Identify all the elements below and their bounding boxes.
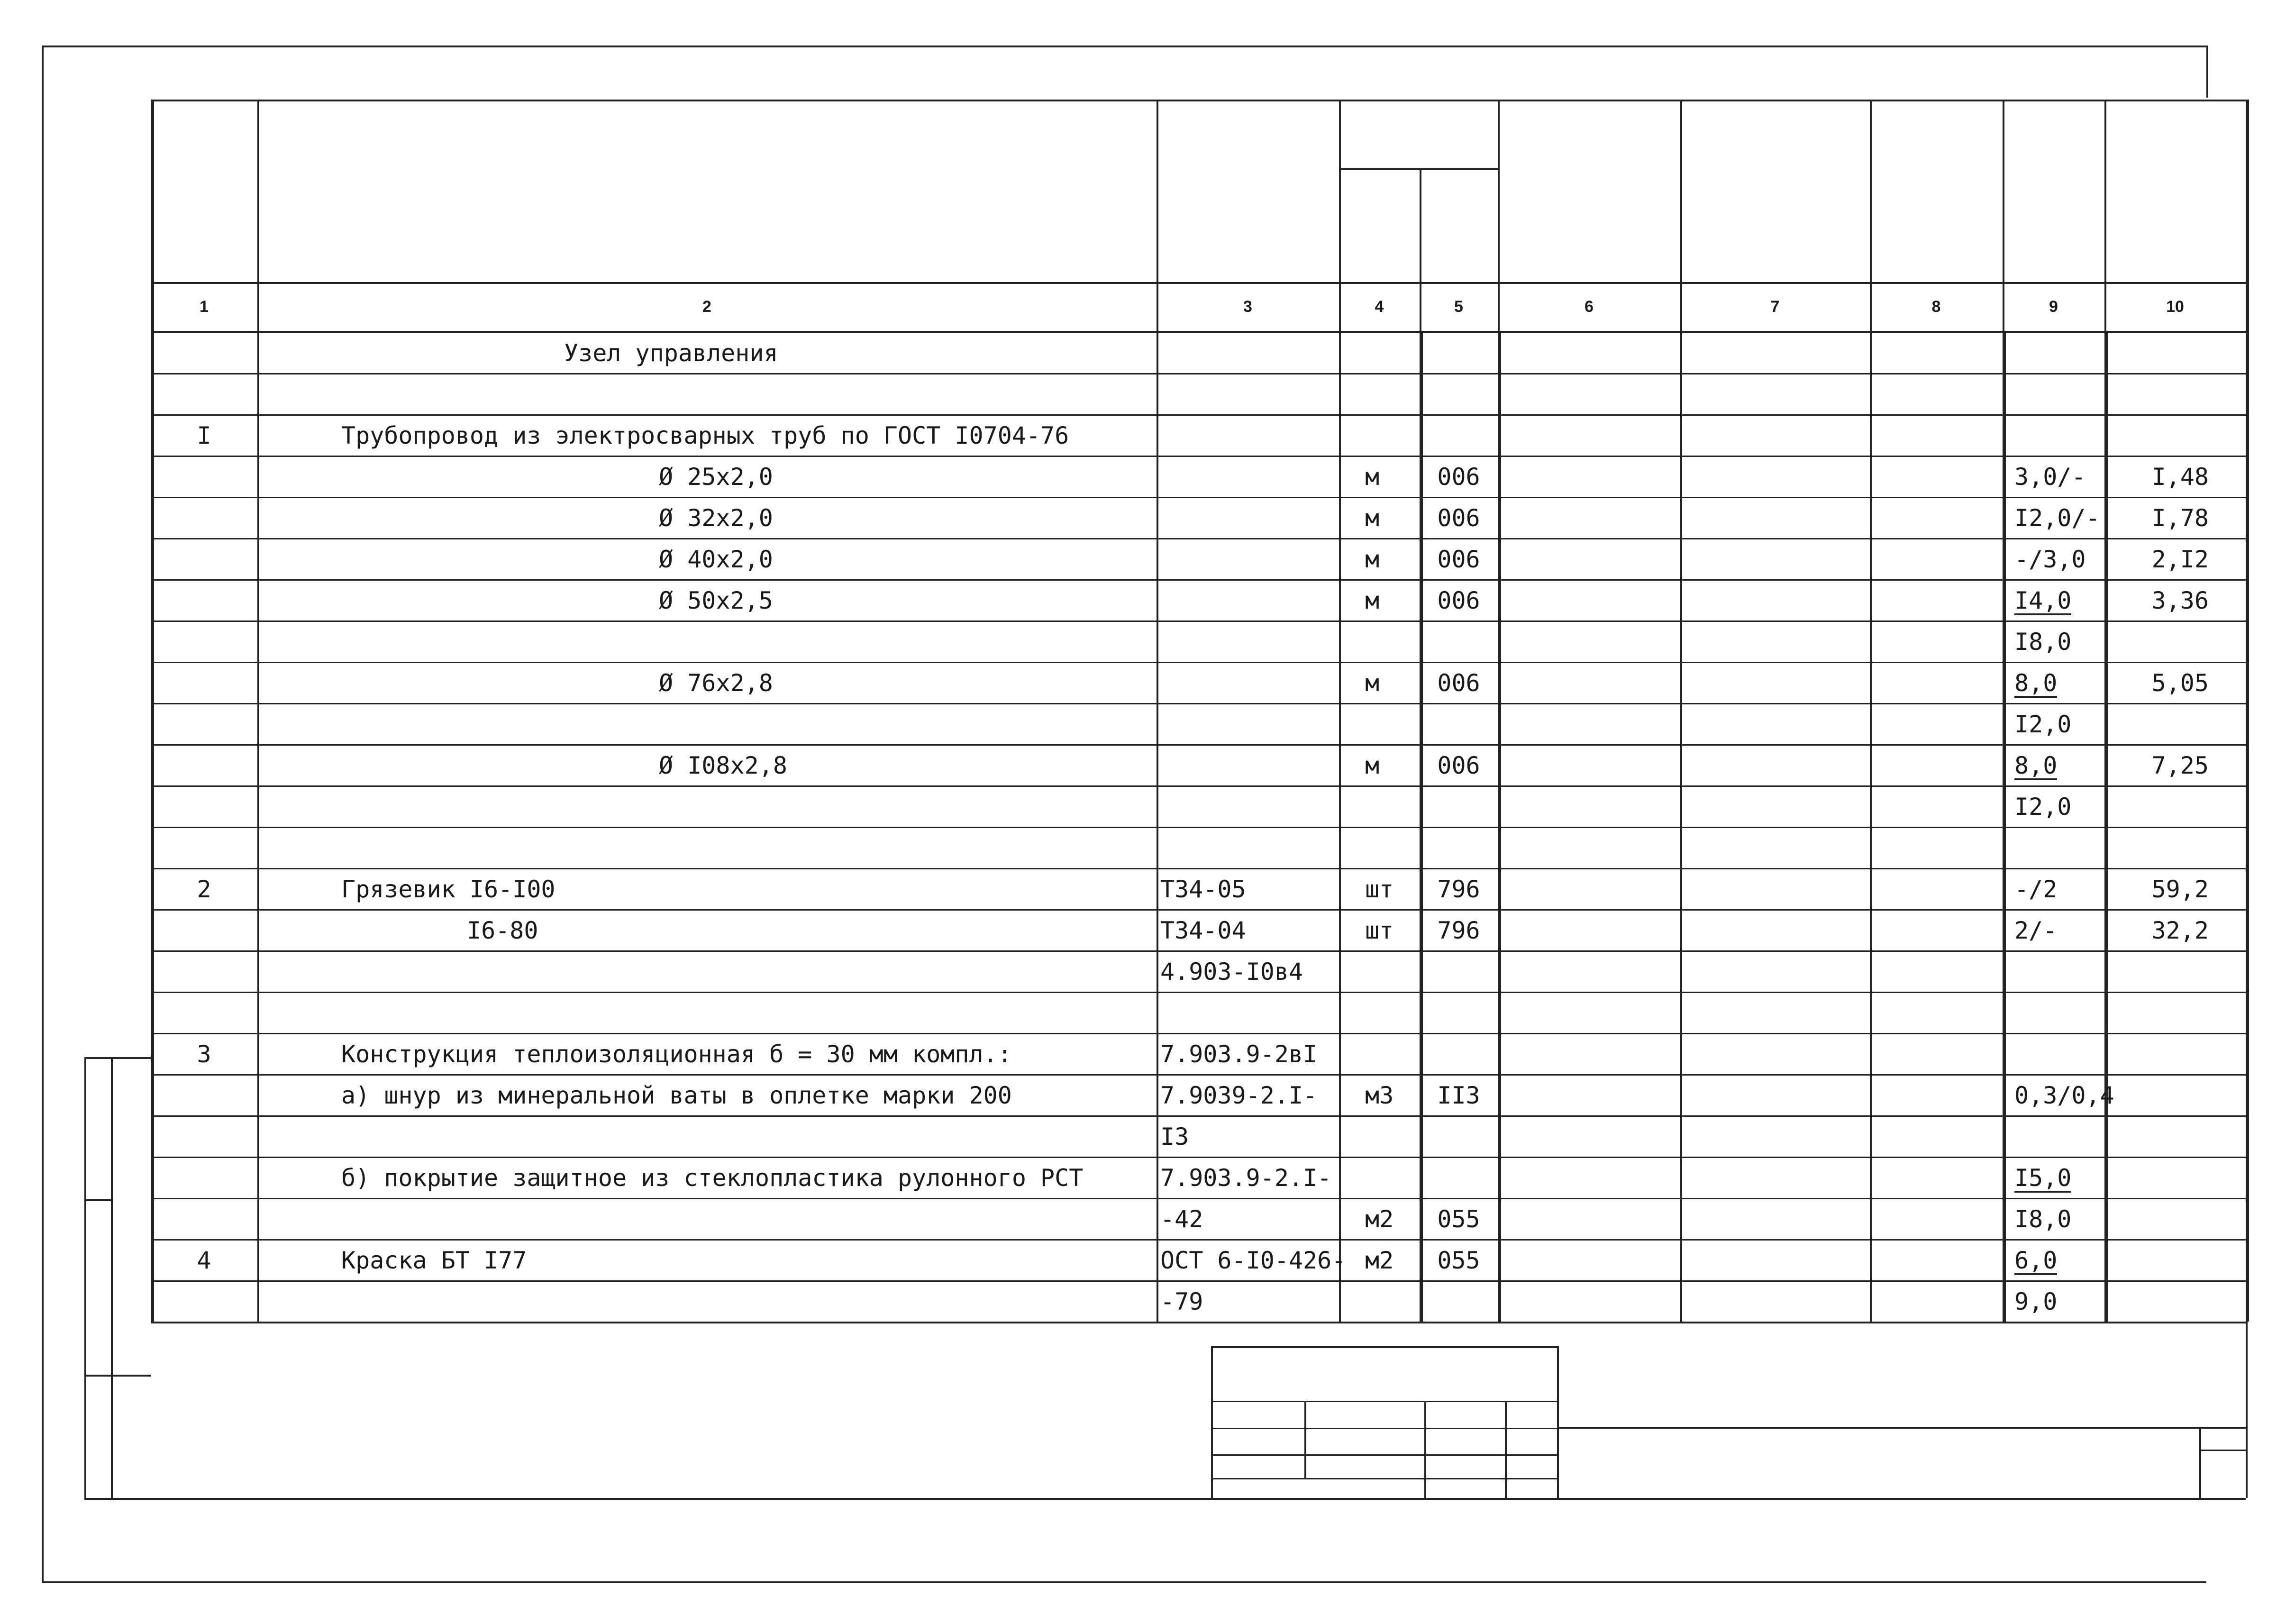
row-name: а) шнур из минеральной ваты в оплетке марки 200 [341, 1082, 1012, 1109]
row-position: 4 [197, 1247, 211, 1274]
row-line [151, 1157, 2246, 1158]
row-quantity: I2,0 [2014, 711, 2072, 738]
column-number: 2 [702, 298, 711, 316]
row-position: I [197, 422, 211, 449]
doc-row-top [1557, 1427, 2246, 1429]
side-div2 [84, 1375, 151, 1377]
row-quantity: 6,0 [2014, 1247, 2058, 1274]
row-quantity: 2/- [2014, 917, 2058, 944]
row-unit-code: 006 [1437, 546, 1480, 573]
outer-bottom-border [42, 1581, 2206, 1583]
row-line [151, 868, 2246, 869]
column-number: 8 [1931, 298, 1941, 316]
stamp-top [1211, 1346, 1557, 1348]
row-unit-code: 055 [1437, 1247, 1480, 1274]
row-unit: м2 [1365, 1205, 1394, 1233]
column-line [1680, 100, 1682, 1322]
row-line [151, 1033, 2246, 1034]
row-unit-code: 055 [1437, 1205, 1480, 1233]
row-unit-code: 006 [1437, 752, 1480, 779]
row-unit: м3 [1365, 1082, 1394, 1109]
row-type: -42 [1160, 1205, 1203, 1233]
row-line [151, 373, 2246, 374]
row-line [151, 950, 2246, 952]
row-line [151, 456, 2246, 457]
row-line [151, 579, 2246, 581]
row-unit: м [1365, 669, 1380, 697]
row-type: 7.903.9-2вI [1160, 1040, 1318, 1068]
row-line [151, 497, 2246, 498]
side-top [84, 1057, 151, 1059]
side-col-mid [111, 1057, 113, 1498]
row-mass: 3,36 [2151, 587, 2209, 614]
row-line [151, 1115, 2246, 1117]
outer-left-border [42, 46, 44, 1581]
row-unit: м [1365, 504, 1380, 532]
column-line [2246, 100, 2249, 1322]
row-name: Ø 50x2,5 [659, 587, 773, 614]
column-line [151, 100, 154, 1322]
stamp-col2 [1424, 1401, 1426, 1498]
column-line [257, 100, 259, 1322]
row-line [151, 703, 2246, 704]
row-unit: м [1365, 752, 1380, 779]
row-line [151, 909, 2246, 911]
stamp-col3 [1505, 1401, 1507, 1498]
row-name: Грязевик I6-I00 [341, 876, 556, 903]
row-quantity: I8,0 [2014, 1205, 2072, 1233]
row-line [151, 1322, 2246, 1323]
row-line [151, 744, 2246, 746]
row-name: Ø 40x2,0 [659, 546, 773, 573]
row-mass: 2,I2 [2151, 546, 2209, 573]
row-quantity: 9,0 [2014, 1288, 2058, 1315]
row-name: Ø 32x2,0 [659, 504, 773, 532]
row-quantity: 0,3/0,4 [2014, 1082, 2114, 1109]
row-type: 7.903.9-2.I- [1160, 1164, 1332, 1192]
row-name: Ø 25x2,0 [659, 463, 773, 491]
row-name: Узел управления [564, 339, 778, 367]
row-quantity: I5,0 [2014, 1164, 2072, 1192]
column-number: 3 [1243, 298, 1252, 316]
title-block-right [2246, 1322, 2248, 1498]
row-name: I6-80 [467, 917, 538, 944]
row-mass: I,48 [2151, 463, 2209, 491]
row-unit: м [1365, 463, 1380, 491]
row-type: -79 [1160, 1288, 1203, 1315]
row-quantity: I2,0/- [2014, 504, 2100, 532]
row-type: Т34-04 [1160, 917, 1246, 944]
row-unit-code: 006 [1437, 504, 1480, 532]
column-number: 10 [2166, 298, 2184, 316]
list-box-mid [2199, 1450, 2246, 1451]
row-unit-code: 796 [1437, 917, 1480, 944]
row-name: Ø I08x2,8 [659, 752, 787, 779]
title-block-bottom [151, 1498, 2246, 1500]
row-line [151, 1239, 2246, 1241]
header-bottom-line [151, 282, 2246, 284]
column-number: 6 [1585, 298, 1594, 316]
row-name: Ø 76x2,8 [659, 669, 773, 697]
row-name: Краска БТ I77 [341, 1247, 527, 1274]
stamp-right [1557, 1346, 1559, 1498]
row-name: Конструкция теплоизоляционная б = 30 мм компл.: [341, 1040, 1012, 1068]
column-number: 1 [200, 298, 209, 316]
row-type: I3 [1160, 1123, 1189, 1150]
stamp-col1 [1304, 1401, 1306, 1478]
column-line [1157, 100, 1158, 1322]
row-unit-code: 006 [1437, 669, 1480, 697]
row-quantity: 3,0/- [2014, 463, 2086, 491]
page-num-box [2206, 46, 2208, 98]
row-type: 4.903-I0в4 [1160, 958, 1303, 985]
row-line [151, 1198, 2246, 1199]
row-unit: м2 [1365, 1247, 1394, 1274]
row-mass: I,78 [2151, 504, 2209, 532]
list-box-left [2199, 1427, 2201, 1498]
row-unit-code: 006 [1437, 587, 1480, 614]
side-div1 [84, 1199, 113, 1201]
column-number: 4 [1375, 298, 1384, 316]
column-line [1870, 100, 1872, 1322]
row-quantity: I4,0 [2014, 587, 2072, 614]
side-col-left [84, 1057, 86, 1498]
numbers-bottom-line [151, 331, 2246, 333]
row-unit: м [1365, 587, 1380, 614]
table-top-line [151, 100, 2246, 101]
row-line [151, 620, 2246, 622]
row-line [151, 992, 2246, 993]
stamp-left [1211, 1346, 1213, 1498]
row-mass: 7,25 [2151, 752, 2209, 779]
row-line [151, 1280, 2246, 1282]
unit-split-line [1339, 168, 1498, 170]
row-unit-code: 796 [1437, 876, 1480, 903]
row-line [151, 414, 2246, 416]
row-mass: 32,2 [2151, 917, 2209, 944]
row-type: 7.9039-2.I- [1160, 1082, 1318, 1109]
row-quantity: 8,0 [2014, 752, 2058, 779]
row-mass: 5,05 [2151, 669, 2209, 697]
row-quantity: -/3,0 [2014, 546, 2086, 573]
row-unit-code: 006 [1437, 463, 1480, 491]
row-name: Трубопровод из электросварных труб по ГОСТ I0704-76 [341, 422, 1069, 449]
row-unit: м [1365, 546, 1380, 573]
column-number: 5 [1454, 298, 1463, 316]
row-quantity: I2,0 [2014, 793, 2072, 821]
row-line [151, 538, 2246, 539]
side-bottom [84, 1498, 151, 1500]
outer-top-border [42, 46, 2206, 47]
row-unit: шт [1365, 917, 1394, 944]
row-name: б) покрытие защитное из стеклопластика рулонного РСТ [341, 1164, 1084, 1192]
column-number: 9 [2049, 298, 2058, 316]
row-line [151, 827, 2246, 828]
row-unit-code: II3 [1437, 1082, 1480, 1109]
row-line [151, 662, 2246, 663]
row-type: ОСТ 6-I0-426- [1160, 1247, 1346, 1274]
row-position: 2 [197, 876, 211, 903]
row-quantity: -/2 [2014, 876, 2058, 903]
row-type: Т34-05 [1160, 876, 1246, 903]
row-mass: 59,2 [2151, 876, 2209, 903]
row-line [151, 785, 2246, 787]
row-position: 3 [197, 1040, 211, 1068]
row-quantity: 8,0 [2014, 669, 2058, 697]
row-unit: шт [1365, 876, 1394, 903]
row-line [151, 1074, 2246, 1076]
row-quantity: I8,0 [2014, 628, 2072, 656]
column-number: 7 [1770, 298, 1780, 316]
